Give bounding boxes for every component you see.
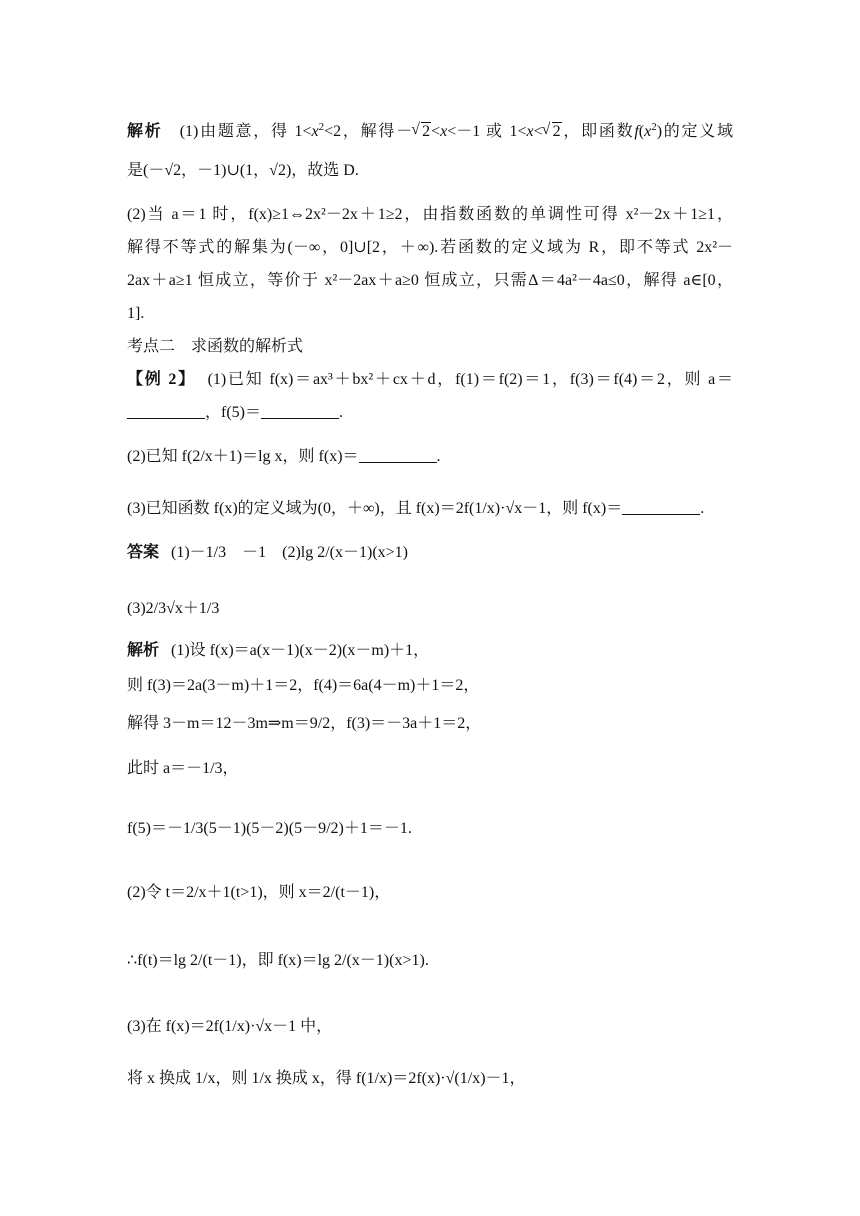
example-tag: 【例 2】: [127, 371, 196, 388]
answer-line-1: 答案 (1)－1/3 －1 (2)lg 2/(x－1)(x>1): [127, 544, 409, 561]
solution-1-line-2: 是(－√2，－1)∪(1，√2)，故选 D.: [127, 162, 359, 179]
answer-label: 答案: [127, 544, 160, 561]
answer-blank-q3: [622, 500, 700, 515]
solution-ex2-line-1: 解析 (1)设 f(x)＝a(x－1)(x－2)(x－m)＋1，: [127, 642, 430, 659]
answer-line-2: (3)2/3√x＋1/3: [127, 600, 220, 617]
solution-ex2-line-6: (2)令 t＝2/x＋1(t>1)，则 x＝2/(t－1)，: [127, 884, 391, 901]
answer-blank-f5: [261, 404, 339, 419]
solution-2-line-4: 1].: [127, 305, 145, 322]
solution-2-line-1: (2)当 a＝1 时，f(x)≥1⇔2x²－2x＋1≥2，由指数函数的单调性可得 x²－2x＋1≥1，: [127, 206, 733, 223]
example-2-q1: 【例 2】 (1)已知 f(x)＝ax³＋bx²＋cx＋d，f(1)＝f(2)＝1，f(3)＝f(4)＝2，则 a＝: [127, 371, 733, 388]
solution-ex2-line-4: 此时 a＝－1/3，: [127, 760, 239, 777]
solution-2-line-2: 解得不等式的解集为(－∞，0]∪[2，＋∞).若函数的定义域为 R，即不等式 2x²－: [127, 239, 733, 256]
solution-ex2-line-3: 解得 3－m＝12－3m⇒m＝9/2，f(3)＝－3a＋1＝2，: [127, 715, 482, 732]
solution-ex2-line-2: 则 f(3)＝2a(3－m)＋1＝2，f(4)＝6a(4－m)＋1＝2，: [127, 677, 480, 694]
example-2-q3: (3)已知函数 f(x)的定义域为(0，＋∞)，且 f(x)＝2f(1/x)·√x－1，则 f(x)＝ .: [127, 500, 705, 517]
answer-blank-a: [127, 404, 205, 419]
solution-ex2-line-7: ∴f(t)＝lg 2/(t－1)，即 f(x)＝lg 2/(x－1)(x>1).: [127, 952, 429, 969]
example-2-q1-blanks: ，f(5)＝ .: [127, 402, 343, 424]
answer-blank-q2: [359, 448, 437, 463]
solution-label: 解析: [127, 123, 163, 140]
solution-1-line-1: 解析 (1)由题意，得 $1<x^2<2$，解得－√ 2<x<－1 或 1<x<√ 2，即函数$f(x^2)$的定义域: [127, 116, 733, 143]
solution-ex2-line-9: 将 x 换成 1/x，则 1/x 换成 x，得 f(1/x)＝2f(x)·√(1/x)－1，: [127, 1070, 526, 1087]
solution-2-line-3: 2ax＋a≥1 恒成立，等价于 x²－2ax＋a≥0 恒成立，只需Δ＝4a²－4a≤0，解得 a∈[0，: [127, 272, 733, 289]
solution-ex2-line-8: (3)在 f(x)＝2f(1/x)·√x－1 中，: [127, 1018, 333, 1035]
section-heading: 考点二 求函数的解析式: [127, 338, 304, 355]
solution-ex2-line-5: f(5)＝－1/3(5－1)(5－2)(5－9/2)＋1＝－1.: [127, 820, 412, 837]
example-2-q2: (2)已知 f(2/x＋1)＝lg x，则 f(x)＝ .: [127, 448, 441, 465]
